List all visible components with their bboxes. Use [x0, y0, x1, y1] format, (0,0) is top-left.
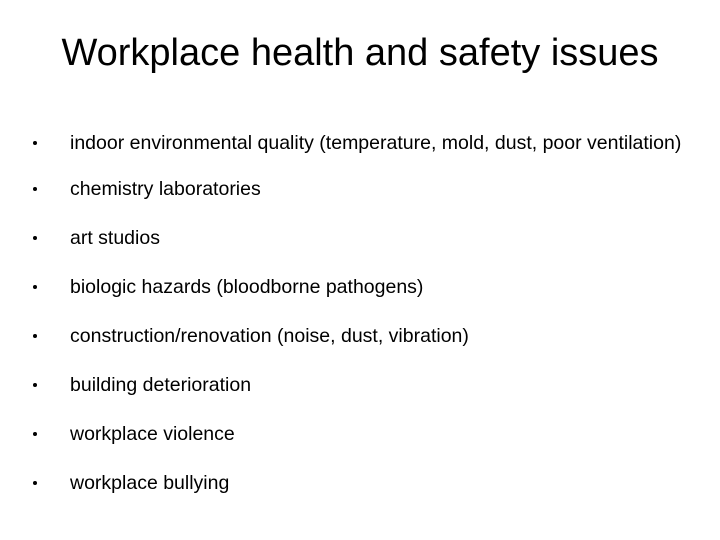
list-item	[30, 323, 690, 349]
bullet-text: art studios	[70, 227, 160, 249]
bullet-icon	[30, 323, 40, 349]
list-item	[30, 274, 690, 300]
slide-title: Workplace health and safety issues	[61, 32, 659, 74]
bullet-icon	[30, 421, 40, 447]
list-item	[30, 470, 690, 496]
bullet-text: biologic hazards (bloodborne pathogens)	[70, 276, 424, 298]
bullet-text: workplace violence	[70, 423, 235, 445]
bullet-icon	[30, 274, 40, 300]
list-item	[30, 130, 690, 156]
bullet-icon	[30, 176, 40, 202]
list-item	[30, 176, 690, 202]
bullet-text: construction/renovation (noise, dust, vibration)	[70, 325, 469, 347]
bullet-list	[30, 130, 690, 519]
bullet-icon	[30, 225, 40, 251]
list-item	[30, 421, 690, 447]
bullet-icon	[30, 130, 40, 156]
list-item	[30, 372, 690, 398]
bullet-text: indoor environmental quality (temperature, mold, dust, poor ventilation)	[70, 132, 682, 154]
bullet-text: workplace bullying	[70, 472, 230, 494]
bullet-text: building deterioration	[70, 374, 252, 396]
bullet-icon	[30, 470, 40, 496]
bullet-icon	[30, 372, 40, 398]
list-item	[30, 225, 690, 251]
bullet-text: chemistry laboratories	[70, 178, 261, 200]
